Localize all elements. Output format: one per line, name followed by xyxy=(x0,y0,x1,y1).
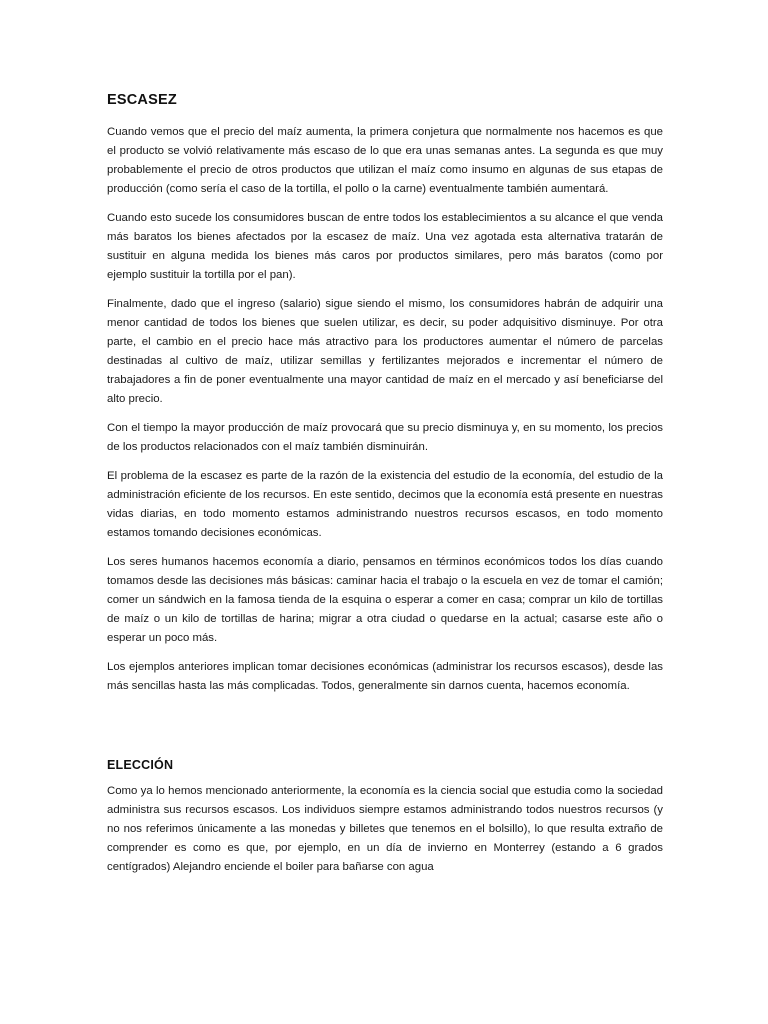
section-eleccion xyxy=(107,758,663,877)
paragraph: Cuando vemos que el precio del maíz aumenta, la primera conjetura que normalmente nos hacemos es que el producto se volvió relativamente más escaso de lo que era unas semanas antes. La segunda es que muy probablemente el precio de otros productos que utilizan el maíz como insumo en algunas de sus etapas de producción (como sería el caso de la tortilla, el pollo o la carne) eventualmente también aumentará. xyxy=(107,126,663,195)
paragraph: Finalmente, dado que el ingreso (salario) sigue siendo el mismo, los consumidores habrán de adquirir una menor cantidad de todos los bienes que suelen utilizar, es decir, su poder adquisitivo disminuye. Por otra parte, el cambio en el precio hace más atractivo para los productores aumentar el número de parcelas destinadas al cultivo de maíz, utilizar semillas y fertilizantes mejorados e incrementar el número de trabajadores a fin de poner eventualmente una mayor cantidad de maíz en el mercado y así beneficiarse del alto precio. xyxy=(107,298,663,405)
section-heading: ESCASEZ xyxy=(107,92,177,108)
section-escasez xyxy=(107,92,663,696)
paragraph: Los ejemplos anteriores implican tomar decisiones económicas (administrar los recursos escasos), desde las más sencillas hasta las más complicadas. Todos, generalmente sin darnos cuenta, hacemos economía. xyxy=(107,661,663,692)
paragraph: Cuando esto sucede los consumidores buscan de entre todos los establecimientos a su alcance el que venda más baratos los bienes afectados por la escasez de maíz. Una vez agotada esta alternativa tratarán de sustituir en alguna medida los bienes más caros por productos similares, pero más baratos (como por ejemplo sustituir la tortilla por el pan). xyxy=(107,212,663,281)
paragraph: Con el tiempo la mayor producción de maíz provocará que su precio disminuya y, en su momento, los precios de los productos relacionados con el maíz también disminuirán. xyxy=(107,422,663,453)
paragraph: El problema de la escasez es parte de la razón de la existencia del estudio de la economía, del estudio de la administración eficiente de los recursos. En este sentido, decimos que la economía está presente en nuestras vidas diarias, en todo momento estamos administrando nuestros recursos escasos, en todo momento estamos tomando decisiones económicas. xyxy=(107,470,663,539)
paragraph: Como ya lo hemos mencionado anteriormente, la economía es la ciencia social que estudia como la sociedad administra sus recursos escasos. Los individuos siempre estamos administrando todos nuestros recursos (y no nos referimos únicamente a las monedas y billetes que tenemos en el bolsillo), lo que resulta extraño de comprender es como es que, por ejemplo, en un día de invierno en Monterrey (estando a 6 grados centígrados) Alejandro enciende el boiler para bañarse con agua xyxy=(107,785,663,873)
section-heading: ELECCIÓN xyxy=(107,758,174,772)
paragraph: Los seres humanos hacemos economía a diario, pensamos en términos económicos todos los días cuando tomamos desde las decisiones más básicas: caminar hacia el trabajo o la escuela en vez de tomar el camión; comer un sándwich en la famosa tienda de la esquina o esperar a comer en casa; comprar un kilo de tortillas de maíz o un kilo de tortillas de harina; migrar a otra ciudad o quedarse en la actual; casarse este año o esperar un poco más. xyxy=(107,556,663,644)
document-page xyxy=(107,92,663,887)
